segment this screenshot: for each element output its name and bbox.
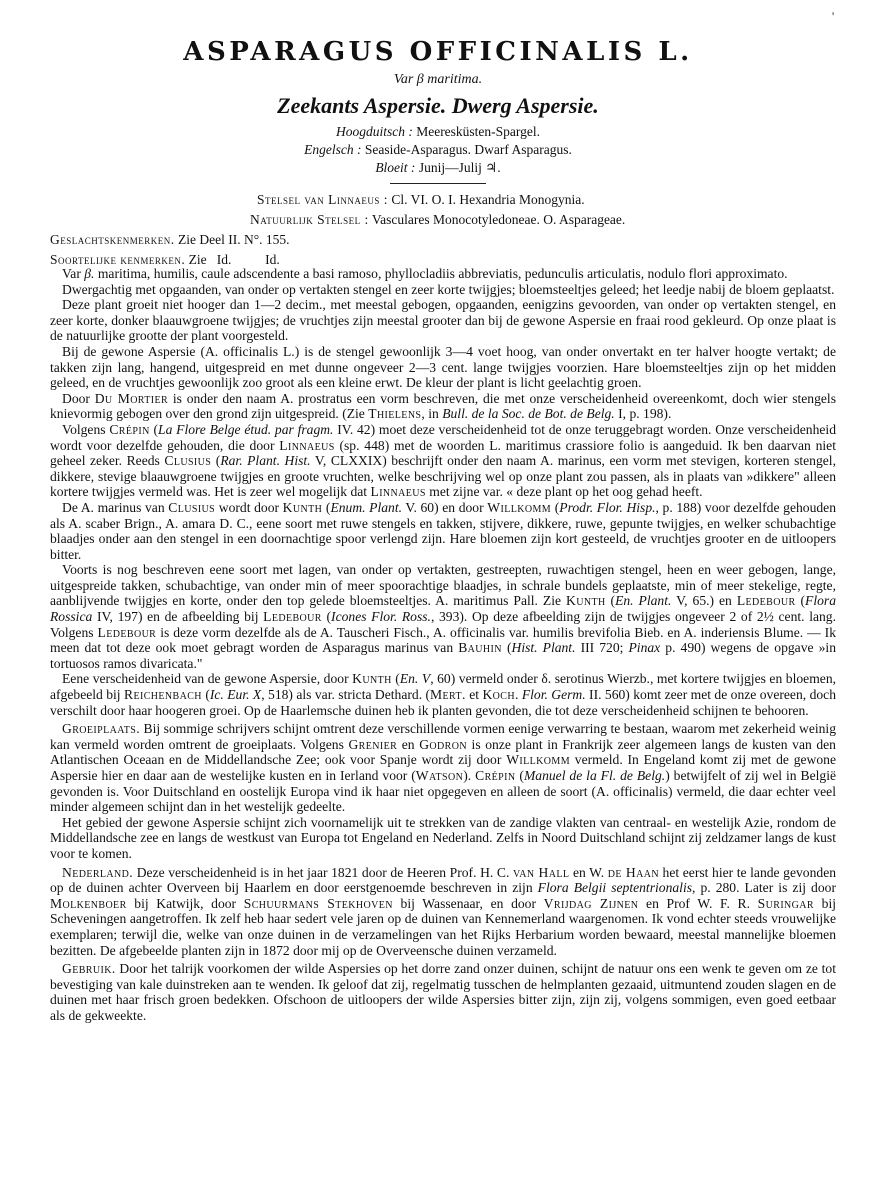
- small-caps-name: Crépin: [475, 768, 516, 783]
- text-run: Dwergachtig met opgaanden, van onder op vertakten stengel en zeer korte twijgjes; bloemsteeltjes geleed; het leedje nabij de bloem geplaatst.: [62, 281, 835, 297]
- body-paragraph: [50, 297, 836, 344]
- text-run: (: [391, 671, 400, 687]
- small-caps-name: Kunth: [565, 593, 606, 609]
- body-paragraph: [50, 671, 836, 718]
- italic-text: Ic. Eur. X: [209, 687, 262, 703]
- small-caps-name: Mert.: [430, 687, 466, 703]
- divider-rule: [390, 183, 486, 184]
- linnaeus-value: Cl. VI. O. I. Hexandria Monogynia.: [391, 192, 585, 207]
- text-run: maritima, humilis, caule adscendente a basi ramoso, phyllocladiis abbreviatis, pedunculis articulatis, nodulo flori approximato.: [94, 266, 788, 281]
- small-caps-name: Du Mortier: [94, 390, 169, 406]
- german-value: Meeresküsten-Spargel.: [416, 124, 541, 139]
- text-run: Deze plant groeit niet hooger dan 1—2 decim., met meestal gebogen, opgaanden, eenigzins gevoorden, van onder op vertakten stengel, en zeer korte, donker blaauwgroene twijgjes; de vruchtjes zijn meestal grooter dan bij de gewone Aspersie en fraai rood gekleurd. Op onze plaat is de natuurlijke grootte der plant voorgesteld.: [50, 297, 836, 344]
- text-run: (: [149, 421, 159, 437]
- body-paragraph: [50, 266, 836, 282]
- text-run: Door: [62, 390, 95, 406]
- corner-mark: ': [832, 9, 835, 23]
- text-run: (: [201, 687, 210, 703]
- small-caps-name: Crépin: [109, 421, 150, 437]
- text-run: IV. 42) moet deze verscheidenheid tot de onze teruggebragt worden. Onze verscheidenheid wordt voor dezelfde gehouden, die door: [50, 421, 836, 453]
- german-label: Hoogduitsch :: [335, 124, 413, 139]
- small-caps-name: Koch: [482, 687, 515, 703]
- italic-text: Prodr. Flor. Hisp.: [559, 499, 656, 515]
- natural-label: Natuurlijk Stelsel :: [250, 212, 369, 227]
- text-run: en Prof W. F. R.: [638, 895, 758, 911]
- body-paragraph: [50, 815, 836, 862]
- text-run: Volgens: [62, 421, 110, 437]
- english-label: Engelsch :: [304, 142, 362, 157]
- body-paragraph: [50, 562, 836, 671]
- body-paragraph: [50, 721, 836, 815]
- small-caps-name: Grenier: [348, 736, 398, 752]
- body-paragraph: [50, 391, 836, 422]
- text-run: , 518) als var. stricta Dethard. (: [261, 687, 431, 703]
- text-run: (: [322, 499, 331, 515]
- text-run: , in: [421, 406, 443, 422]
- text-run: ).: [463, 768, 476, 783]
- genus-label: Geslachtskenmerken.: [50, 232, 175, 247]
- text-run: II. 560) komt zeer met de onze overeen, doch verschilt door haar hoogeren groei. Op de Haarlemsche duinen heb ik planten gevonden, die tot deze verscheidenheid schijnen te behooren.: [50, 687, 836, 718]
- text-run: V. 60) en door: [402, 499, 488, 515]
- text-run: (: [551, 499, 560, 515]
- small-caps-name: Clusius: [168, 499, 216, 515]
- italic-text: β.: [84, 266, 95, 281]
- italic-text: Manuel de la Fl. de Belg.: [523, 768, 666, 783]
- bloom-line: [0, 159, 876, 177]
- text-run: (: [501, 640, 512, 656]
- italic-text: Rar. Plant. Hist.: [220, 453, 311, 469]
- text-run: , p. 188) voor dezelfde gehouden als A. scaber Brign., A. amara D. C., eene soort met ruwe stengels en takken, stijvere, dikkere, ruwe, gepunte twijgjes, en welker schubachtige blaadjes onder aan den stengel in een doornachtige spoor verlengd zijn. Hare bloemen zijn kort gesteeld, de vruchtjes grooter en de uitloopers bitter.: [50, 499, 836, 562]
- text-run: bij Scheveningen aangetroffen. Ik zelf heb haar sedert vele jaren op de duinen van Kennemerland waargenomen. Ik vond echter steeds vrouwelijke exemplaren; terwijl die, welke van onze duinen in de verzamelingen van het Rijks Herbarium worden bewaard, meestal mannelijke bloemen bezitten. De afgebeelde planten zijn in 1872 door mij op de Overveensche duinen verzameld.: [50, 895, 837, 958]
- italic-text: Flora Belgii septentrionalis: [537, 880, 693, 896]
- text-run: V, 65.) en: [671, 593, 737, 609]
- small-caps-name: Willkomm: [506, 752, 570, 768]
- body-paragraph: [50, 422, 836, 500]
- italic-text: Flora Rossica: [50, 593, 837, 625]
- genus-characters-line: [50, 231, 290, 249]
- german-name-line: [0, 123, 876, 141]
- italic-text: En. V: [399, 671, 431, 687]
- natural-system-line: [250, 211, 625, 229]
- italic-text: Hist. Plant.: [511, 640, 576, 656]
- small-caps-name: Willkomm: [487, 499, 552, 515]
- variety-line: Var β maritima.: [393, 72, 483, 87]
- text-run: p. 490) wegens de opgave »in tortuosos ramos divaricata.": [50, 640, 836, 671]
- text-run: (: [795, 593, 806, 609]
- small-caps-name: Suringar: [757, 895, 814, 911]
- text-run: Bij de gewone Aspersie (A. officinalis L.) is de stengel gewoonlijk 3—4 voet hoog, van onder onvertakt en ter halver hoogte vertakt; de takken zijn lang, hangend, uitgespreid en met dunne ongeveer 2—3 cent. lange twijgjes voorzien. Hare bloemsteeltjes zijn op het midden geleed, en de vruchtjes gewoonlijk zoo groot als een kleine erwt. De kleur der plant is licht geelachtig groen.: [50, 343, 836, 391]
- small-caps-name: Clusius: [164, 453, 212, 469]
- text-run: Eene verscheidenheid van de gewone Aspersie, door: [62, 671, 353, 687]
- small-caps-name: Godron: [419, 736, 467, 752]
- small-caps-name: Reichenbach: [124, 687, 202, 703]
- genus-value: Zie Deel II. N°. 155.: [178, 232, 290, 247]
- text-run: Door het talrijk voorkomen der wilde Aspersies op het dorre zand onzer duinen, schijnt de natuur ons een wenk te geven om ze tot bevestiging van kale duinstreken aan te wenden. Ik geloof dat zij, regelmatig tusschen de helmplanten gezaaid, uitmuntend zouden slagen en de duinen met haar frisch groen bedekken. Ofschoon de uitloopers der wilde Aspersies bitter zijn, zijn zij, volgens sommigen, even goed eetbaar als de gekweekte.: [50, 961, 836, 1023]
- text-run: is onze plant in Frankrijk zeer algemeen langs de kusten van den Atlantischen Oceaan en de Middellandsche Zee; ook voor Spanje wordt zij door: [50, 736, 836, 768]
- text-run: is deze vorm dezelfde als de A. Tauscheri Fisch., A. officinalis var. humilis brevifolia Bieb. en A. inderiensis Blume. — Ik meen dat tot deze ook moet gebragt worden de Asparagus marinus van: [50, 624, 836, 656]
- text-run: III 720;: [575, 640, 629, 656]
- species-value: Zie Id. Id.: [188, 252, 280, 267]
- small-caps-name: Watson: [415, 768, 464, 783]
- italic-text: La Flore Belge étud. par fragm.: [158, 421, 334, 437]
- small-caps-name: Linnaeus: [279, 437, 335, 453]
- small-caps-name: Molkenboer: [50, 895, 127, 911]
- natural-value: Vasculares Monocotyledoneae. O. Asparageae.: [371, 212, 626, 227]
- body-paragraph: [50, 344, 836, 391]
- text-run: vermeld. In Engeland komt zij met de gewone Aspersie hier en daar aan de westelijke kusten en in Ierland voor (: [50, 752, 836, 783]
- text-run: Var: [62, 266, 85, 281]
- common-names: Zeekants Aspersie. Dwerg Aspersie.: [277, 93, 599, 118]
- text-run: , p. 280. Later is zij door: [692, 880, 836, 896]
- small-caps-name: Bauhin: [458, 640, 502, 656]
- small-caps-name: Schuurmans Stekhoven: [243, 895, 393, 911]
- body-paragraph: [50, 961, 836, 1023]
- text-run: (: [211, 453, 221, 469]
- text-run: is onder den naam A. prostratus een vorm beschreven, die met onze verscheidenheid overeenkomt, doch wier stengels knievormig gebogen over den grond zijn uitgespreid. (Zie: [50, 390, 836, 422]
- text-run: I, p. 198).: [614, 406, 672, 422]
- small-caps-name: Thielens: [368, 406, 422, 422]
- italic-text: Enum. Plant.: [330, 499, 403, 515]
- small-caps-name: van Hall: [512, 864, 570, 880]
- small-caps-name: Kunth: [282, 499, 323, 515]
- text-run: Het gebied der gewone Aspersie schijnt zich voornamelijk uit te strekken van de zandige vlakten van centraal- en westelijk Azie, rondom de Middellandsche zee en langs de westkust van Europa tot Engeland en Nederland. Zelfs in Noord Duitschland schijnt zij zeldzamer langs de kust voor te komen.: [50, 814, 836, 861]
- text-run: wordt door: [215, 499, 283, 515]
- text-run: (: [605, 593, 616, 609]
- text-run: ) betwijfelt of zij wel in België gevonden is. Voor Duitschland en oostelijk Europa vind ik haar niet opgegeven en alleen de soort (A. officinalis) vermeld, die daar echter veel minder algemeen schijnt dan in het westelijk gedeelte.: [50, 768, 837, 815]
- text-run: , 60) vermeld onder δ. serotinus Wierzb., met kortere twijgjes en bloemen, afgebeeld bij: [50, 671, 837, 703]
- text-run: Voorts is nog beschreven eene soort met lagen, van onder op vertakten, gestreepten, ruwachtigen stengel, heen en weer gebogen, lange, uitgespreide takken, schubachtige, van onder min of meer spoorachtige blaadjes, in schrale bundels geplaatste, min of meer stekelige, regte, aanblijvende twijgjes en korte, onder den top gelede bloemsteeltjes. A. maritimus Pall. Zie: [50, 562, 836, 609]
- body-paragraph: [50, 865, 836, 959]
- text-run: Deze verscheidenheid is in het jaar 1821 door de Heeren Prof. H. C.: [133, 864, 513, 880]
- text-run: , 393). Op deze afbeelding zijn de twijgjes ongeveer 2 of 2½ cent. lang. Volgens: [50, 609, 837, 640]
- english-name-line: [0, 141, 876, 159]
- text-run: (sp. 448) met de woorden L. maritimus crassiore folio is aangeduid. Ik ben daarvan niet geheel zeker. Reeds: [50, 437, 836, 469]
- text-run: V, CLXXIX) beschrijft onder den naam A. marinus, een vorm met stevigen, korteren stengel, dikkere, stevige blaauwgroene twijgjes en groote vruchten, welke beschrijving wel op onze plant zou passen, als in plaats van »dikkere" alleen kortere twijgjes vermeld was. Het is zeer wel mogelijk dat: [50, 453, 836, 500]
- text-run: en W.: [569, 864, 608, 880]
- body-paragraph: [50, 500, 836, 562]
- body-text: [50, 266, 836, 1024]
- small-caps-name: Ledebour: [736, 593, 796, 609]
- species-label: Soortelijke kenmerken.: [50, 252, 186, 267]
- linnaeus-label: Stelsel van Linnaeus :: [257, 192, 388, 207]
- english-value: Seaside-Asparagus. Dwarf Asparagus.: [364, 142, 572, 157]
- italic-text: En. Plant.: [615, 593, 672, 609]
- page-title: ASPARAGUS OFFICINALIS L.: [183, 37, 693, 67]
- small-caps-name: Groeiplaats.: [62, 721, 141, 737]
- text-run: et: [465, 687, 483, 703]
- text-run: het eerst hier te lande gevonden op de duinen achter Overveen bij Haarlem en door eerstgenoemde beschreven in zijn: [50, 864, 837, 896]
- bloom-label: Bloeit :: [375, 160, 416, 175]
- italic-text: Flor. Germ.: [521, 687, 586, 703]
- body-paragraph: [50, 282, 836, 298]
- text-run: en: [397, 736, 420, 752]
- text-run: Bij sommige schrijvers schijnt omtrent deze verschillende vormen eenige verwarring te bestaan, waarom met zekerheid weinig kan vermeld worden omtrent de groeiplaats. Volgens: [50, 721, 836, 752]
- small-caps-name: Gebruik.: [62, 961, 116, 977]
- small-caps-name: Ledebour: [263, 609, 322, 625]
- text-run: (: [515, 768, 524, 783]
- italic-text: Pinax: [628, 640, 661, 656]
- linnaeus-system-line: [257, 191, 585, 209]
- text-run: bij Wassenaar, en door: [392, 895, 544, 911]
- text-run: De A. marinus van: [62, 499, 169, 515]
- bloom-value: Junij—Julij ♃.: [418, 160, 501, 175]
- small-caps-name: Vrijdag Zijnen: [543, 895, 639, 911]
- text-run: bij Katwijk, door: [126, 895, 244, 911]
- text-run: met zijne var. « deze plant op het oog gehad heeft.: [425, 484, 703, 500]
- small-caps-name: Linnaeus: [370, 484, 426, 500]
- italic-text: Icones Flor. Ross.: [331, 609, 431, 625]
- italic-text: Bull. de la Soc. de Bot. de Belg.: [442, 406, 615, 422]
- text-run: (: [321, 609, 332, 625]
- small-caps-name: Nederland.: [62, 864, 134, 880]
- small-caps-name: Ledebour: [97, 624, 157, 640]
- text-run: IV, 197) en de afbeelding bij: [92, 609, 264, 625]
- text-run: .: [515, 687, 522, 703]
- small-caps-name: Kunth: [352, 671, 392, 687]
- small-caps-name: de Haan: [607, 864, 659, 880]
